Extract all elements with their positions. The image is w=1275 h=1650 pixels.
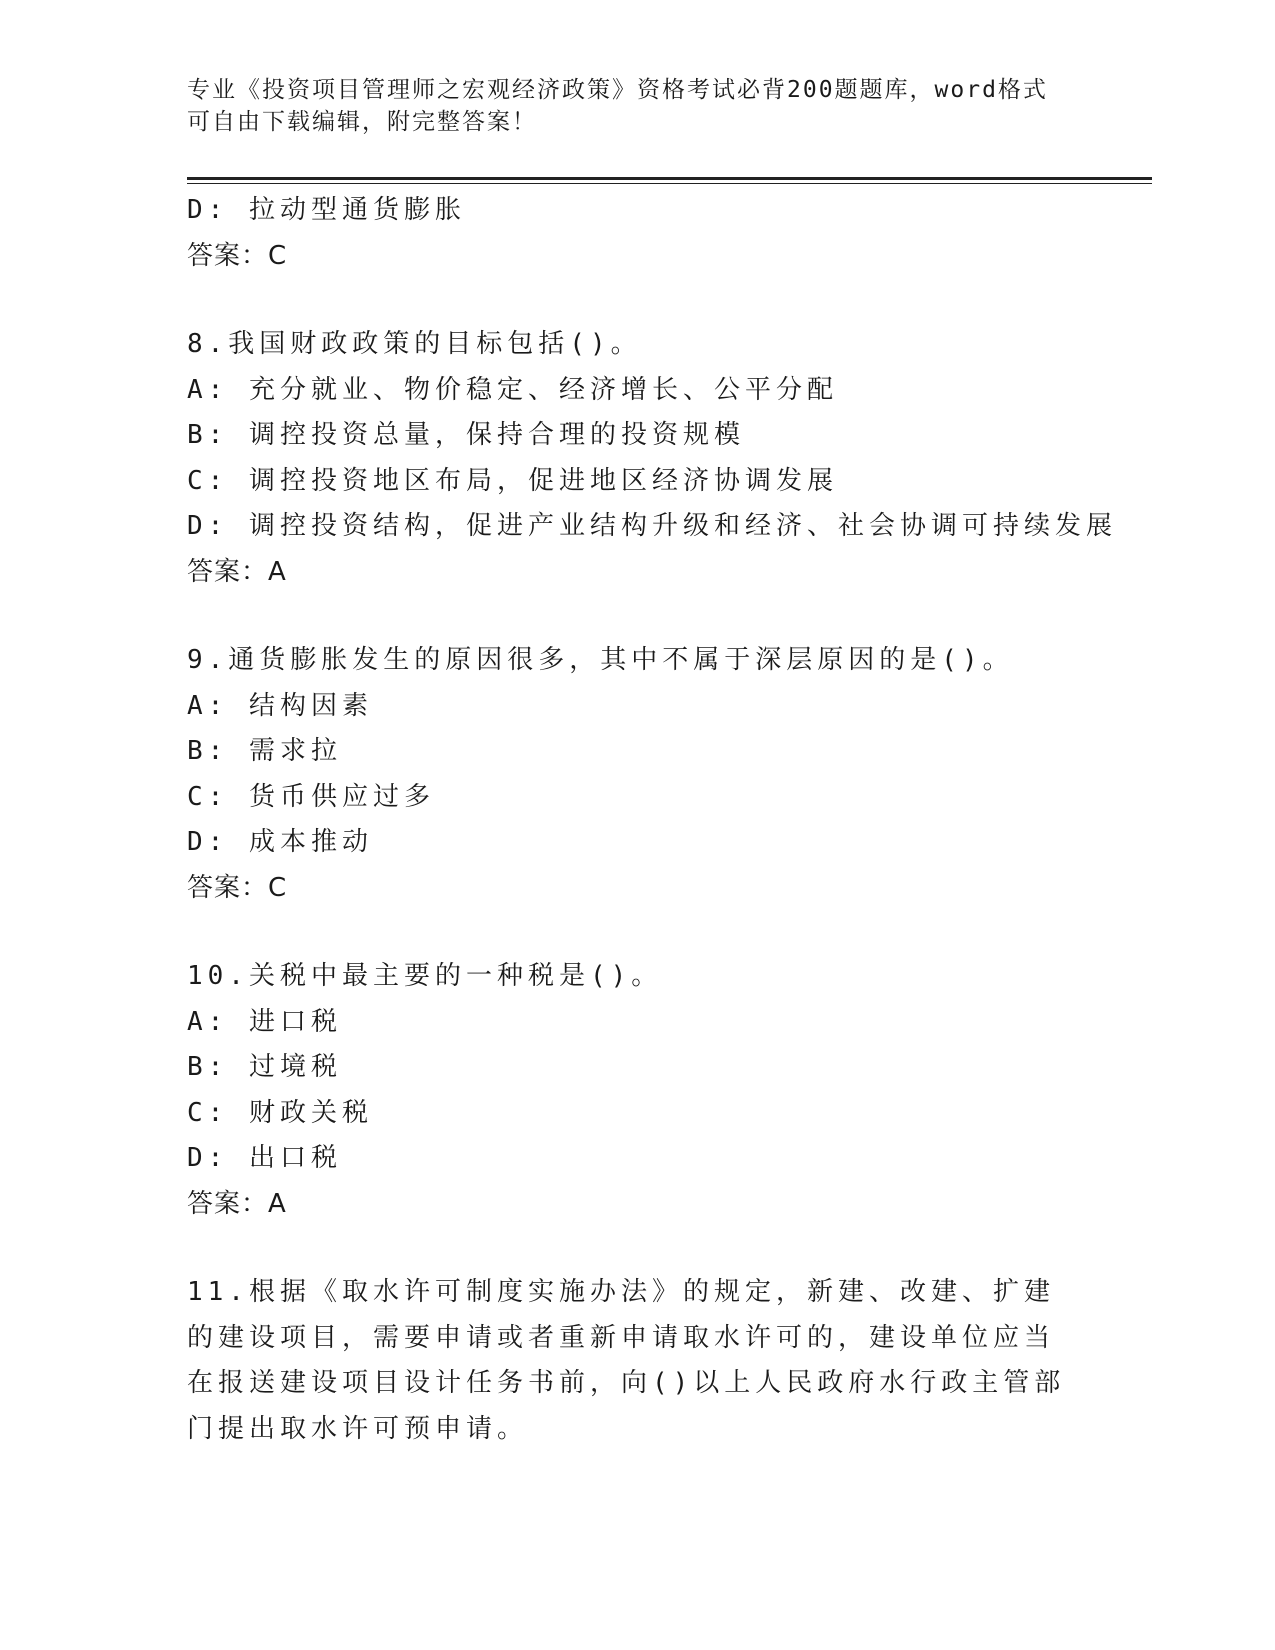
question-stem: 11.根据《取水许可制度实施办法》的规定，新建、改建、扩建的建设项目，需要申请或者重新申请取水许可的，建设单位应当在报送建设项目设计任务书前，向()以上人民政府水行政主管部门提出取水许可预申请。 <box>187 1277 1066 1444</box>
question-7-tail <box>187 188 1067 279</box>
option-d: D: 出口税 <box>187 1143 342 1173</box>
header-rule-thick <box>187 177 1152 180</box>
option-a: A: 进口税 <box>187 1006 342 1037</box>
question-list <box>187 188 1117 1452</box>
answer-line: 答案：C <box>187 240 288 271</box>
option-d: D: 成本推动 <box>187 827 373 857</box>
answer-line: 答案：A <box>187 556 287 587</box>
question-stem: 9.通货膨胀发生的原因很多，其中不属于深层原因的是()。 <box>187 645 1014 675</box>
option-d: D: 拉动型通货膨胀 <box>187 195 466 225</box>
option-d: D: 调控投资结构，促进产业结构升级和经济、社会协调可持续发展 <box>187 511 1117 541</box>
question-stem: 8.我国财政政策的目标包括()。 <box>187 329 642 359</box>
option-a: A: 充分就业、物价稳定、经济增长、公平分配 <box>187 374 838 405</box>
option-c: C: 财政关税 <box>187 1097 373 1128</box>
option-c: C: 调控投资地区布局，促进地区经济协调发展 <box>187 465 838 496</box>
answer-line: 答案：A <box>187 1188 287 1219</box>
option-b: B: 调控投资总量，保持合理的投资规模 <box>187 420 745 450</box>
question-stem: 10.关税中最主要的一种税是()。 <box>187 961 663 991</box>
option-b: B: 过境税 <box>187 1052 342 1082</box>
question-11 <box>187 1270 1067 1452</box>
option-b: B: 需求拉 <box>187 736 342 766</box>
option-a: A: 结构因素 <box>187 690 373 721</box>
option-c: C: 货币供应过多 <box>187 781 435 812</box>
question-8 <box>187 322 1117 595</box>
question-9 <box>187 638 1067 911</box>
header-rule-thin <box>187 183 1152 184</box>
document-header: 专业《投资项目管理师之宏观经济政策》资格考试必背200题题库，word格式可自由下载编辑，附完整答案！ <box>187 77 1048 135</box>
answer-line: 答案：C <box>187 872 288 903</box>
question-10 <box>187 954 1067 1227</box>
